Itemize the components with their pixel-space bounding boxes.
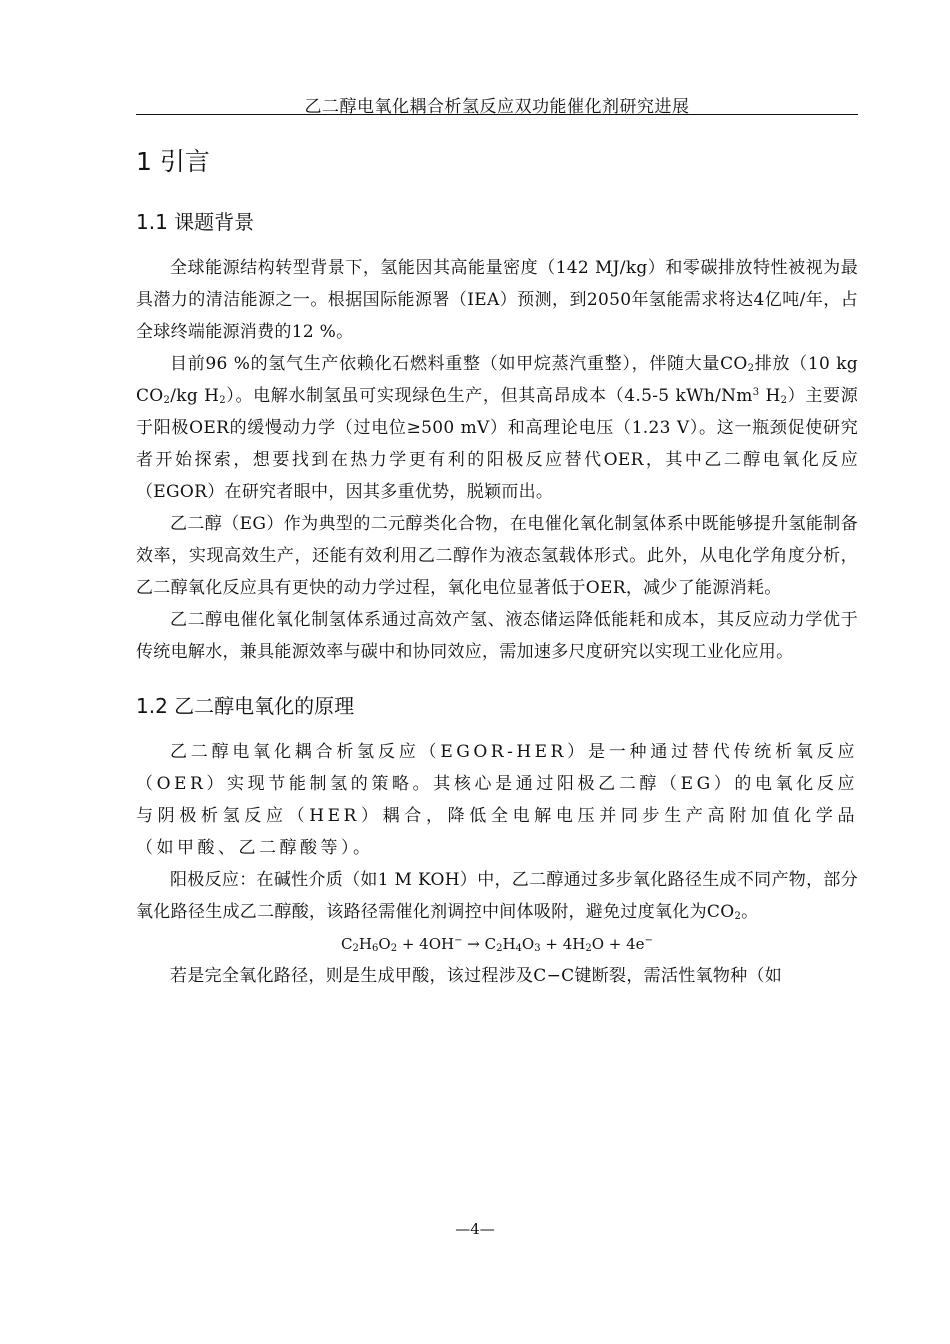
section-heading-1-2: 1.2 乙二醇电氧化的原理 xyxy=(136,694,355,718)
paragraph-full-oxidation: 若是完全氧化路径，则是生成甲酸，该过程涉及C−C键断裂，需活性氧物种（如 xyxy=(170,966,783,986)
paragraph-background-1: 全球能源结构转型背景下，氢能因其高能量密度（142 MJ/kg）和零碳排放特性被视为最具潜力的清洁能源之一。根据国际能源署（IEA）预测，到2050年氢能需求将达4亿吨/年，占全球终端能源消费的12 %。 xyxy=(136,258,858,342)
page-header-title: 乙二醇电氧化耦合析氢反应双功能催化剂研究进展 xyxy=(304,97,690,117)
paragraph-anode-reaction: 阳极反应：在碱性介质（如1 M KOH）中，乙二醇通过多步氧化路径生成不同产物，部分氧化路径生成乙二醇酸，该路径需催化剂调控中间体吸附，避免过度氧化为$CO_2$。 xyxy=(136,870,858,922)
paragraph-background-3: 乙二醇（EG）作为典型的二元醇类化合物，在电催化氧化制氢体系中既能够提升氢能制备效率，实现高效生产，还能有效利用乙二醇作为液态氢载体形式。此外，从电化学角度分析，乙二醇氧化反应具有更快的动力学过程，氧化电位显著低于OER，减少了能源消耗。 xyxy=(136,514,858,598)
reaction-equation: $C_2H_6O_2 + 4OH^- \to C_2H_4O_3 + 4H_2O + 4e^-$ xyxy=(341,935,653,954)
section-heading-1-1: 1.1 课题背景 xyxy=(136,210,255,234)
paragraph-background-2: 目前96 %的氢气生产依赖化石燃料重整（如甲烷蒸汽重整），伴随大量$CO_2$排放（10 kg $CO_2/kg$ $H_2$）。电解水制氢虽可实现绿色生产，但其高昂成本（4.5-5 kWh/Nm$^3$ $H_2$）主要源于阳极OER的缓慢动力学（过电位≥500 mV）和高理论电压（1.23 V）。这一瓶颈促使研究者开始探索，想要找到在热力学更有利的阳极反应替代OER，其中乙二醇电氧化反应（EGOR）在研究者眼中，因其多重优势，脱颖而出。 xyxy=(136,354,858,502)
paragraph-principle-1: 乙二醇电氧化耦合析氢反应（EGOR-HER）是一种通过替代传统析氧反应（OER）实现节能制氢的策略。其核心是通过阳极乙二醇（EG）的电氧化反应与阴极析氢反应（HER）耦合，降低全电解电压并同步生产高附加值化学品（如甲酸、乙二醇酸等）。 xyxy=(136,742,858,858)
header-rule xyxy=(136,114,858,115)
section-heading-1: 1 引言 xyxy=(136,147,210,176)
page-number: —4— xyxy=(455,1220,495,1238)
document-body xyxy=(136,142,858,992)
paragraph-background-4: 乙二醇电催化氧化制氢体系通过高效产氢、液态储运降低能耗和成本，其反应动力学优于传统电解水，兼具能源效率与碳中和协同效应，需加速多尺度研究以实现工业化应用。 xyxy=(136,610,858,662)
